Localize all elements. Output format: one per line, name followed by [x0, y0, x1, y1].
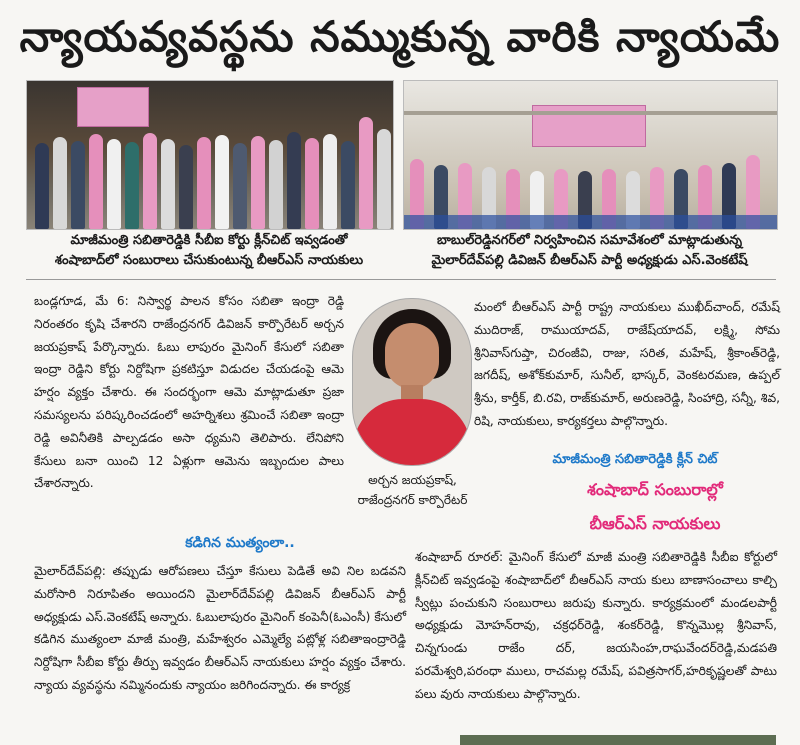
party-banner [77, 87, 149, 127]
article-bottom-right: శంషాబాద్ రూరల్: మైనింగ్ కేసులో మాజీ మంత్రి సబితారెడ్డికి సీబీఐ కోర్టులో క్లీన్‌చిట్ ఇవ్వడంపై శంషాబాద్‌లో బీఆర్ఎస్ నాయ కులు బాణాసంచాలు కాల్చి స్వీట్లు పంచుకుని సంబురాలు జరుపు కున్నారు. కార్యక్రమంలో మండలపార్టీ అధ్యక్షుడు మోహన్‌రావు, చక్రధర్‌రెడ్డి, శంకర్‌రెడ్డి, కొన్నమొల్ల శ్రీనివాస్, చిన్నగుండు రాజేం దర్, జయసింహ,రాఘవేందర్‌రెడ్డి,మడపతి పరమేశ్వరి,పరంధా ములు, రాచమల్ల రమేష్, పవిత్రసాగర్,హరికృష్ణలతో పాటు పలు వురు నాయకులు పాల్గొన్నారు. [415, 550, 777, 701]
subhead-clean-chit: మాజీమంత్రి సబితారెడ్డికి క్లీన్ చిట్ [552, 452, 718, 467]
meeting-photo [403, 80, 778, 230]
article-col2: మంలో బీఆర్ఎస్ పార్టీ రాష్ట్ర నాయకులు ముఖీద్‌చాంద్, రమేష్ ముదిరాజ్, రాముయాదవ్, రాజేష్‌యాదవ్, లక్ష్మి, సోమ శ్రీనివాస్‌గుప్తా, చిరంజీవి, రాజు, సరిత, మహేష్, శ్రీకాంత్‌రెడ్డి, జగదీష్, అశోక్‌కుమార్, సునీల్, భాస్కర్, వెంకటరమణ, ఉప్పల్ శ్రీను, కార్తీక్, బి.రవి, రాజ్‌కుమార్, అరుణరెడ్డి, సింహాద్రి, సన్నీ, శివ, రిషి, నాయకులు, కార్యకర్తలు పాల్గొన్నారు. [474, 300, 780, 428]
left-caption-line1: మాజీమంత్రి సబితారెడ్డికి సీబీఐ కోర్టు క్లీన్‌చిట్ ఇవ్వడంతో [70, 233, 348, 248]
portrait-caption [340, 470, 485, 510]
celebration-photo [26, 80, 394, 230]
left-caption-line2: శంషాబాద్‌లో సంబురాలు చేసుకుంటున్న బీఆర్ఎస్ నాయకులు [54, 253, 364, 268]
left-photo-caption [26, 231, 392, 271]
subhead-pearl: కడిగిన ముత్యంలా.. [185, 535, 295, 551]
article-col1: బండ్లగూడ, మే 6: నిస్వార్థ పాలన కోసం సబితా ఇంద్రా రెడ్డి నిరంతరం కృషి చేశారని రాజేంద్రనగర్ డివిజన్ కార్పొరేటర్ అర్చన జయప్రకాష్ పేర్కొన్నారు. ఓబు లాపురం మైనింగ్ కేసులో సబితా ఇంద్రా రెడ్డిని కోర్టు నిర్దోషిగా ప్రకటిస్తూ విడుదల చేయడంపై ఆమె హర్షం వ్యక్తం చేశారు. ఈ సందర్భంగా ఆమె మాట్లాడుతూ ప్రజా సమస్యలను పరిష్కరించడంలో అహర్నిశలు శ్రమించే సబితా ఇంద్రా రెడ్డి అవినీతికి పాల్పడడం అసా ధ్యమని తెలిపారు. లేనిపోని కేసులు బనా యించి 12 ఏళ్లుగా ఆమెను ఇబ్బందుల పాలు చేశారన్నారు. [34, 294, 344, 491]
headline: న్యాయవ్యవస్థను నమ్ముకున్న వారికి న్యాయమే [19, 12, 781, 61]
right-photo-caption [403, 231, 776, 271]
subhead-brs-leaders: బీఆర్ఎస్ నాయకులు [589, 514, 721, 533]
article-bottom-left: మైలార్‌దేవ్‌పల్లి: తప్పుడు ఆరోపణలు చేస్తూ కేసులు పెడితే అవి నిల బడవని మరోసారి నిరూపితం అయిందని మైలార్‌దేవ్‌పల్లి డివిజన్ బీఆర్ఎస్ పార్టీ అధ్యక్షుడు ఎస్.వెంకటేష్ అన్నారు. ఓబులాపురం మైనింగ్ కంపెనీ(ఓఎంసీ) కేసులో కడిగిన ముత్యంలా మాజీ మంత్రి, మహేశ్వరం ఎమ్మెల్యే పట్లోళ్ల సబితాఇంద్రారెడ్డి నిర్దోషిగా సీబీఐ కోర్టు తీర్పు ఇవ్వడం బీఆర్ఎస్ నాయకులు హర్షం వ్యక్తం చేశారు. న్యాయ వ్యవస్థను నమ్మినందుకు న్యాయం జరిగిందన్నారు. ఈ కార్యక్ర [34, 564, 406, 692]
portrait-photo [352, 298, 472, 466]
subhead-shamshabad: శంషాబాద్ సంబురాల్లో [587, 480, 723, 499]
next-photo-edge [460, 735, 776, 745]
section-divider [26, 279, 776, 280]
right-caption-line1: బాబుల్‌రెడ్డినగర్‌లో నిర్వహించిన సమావేశంలో మాట్లాడుతున్న [436, 233, 743, 248]
right-caption-line2: మైలార్‌దేవ్‌పల్లి డివిజన్ బీఆర్ఎస్ పార్టీ అధ్యక్షుడు ఎస్.వెంకటేష్ [431, 253, 748, 268]
portrait-caption-name: అర్చన జయప్రకాష్, [368, 473, 457, 487]
portrait-caption-title: రాజేంద్రనగర్ కార్పొరేటర్ [357, 493, 468, 507]
